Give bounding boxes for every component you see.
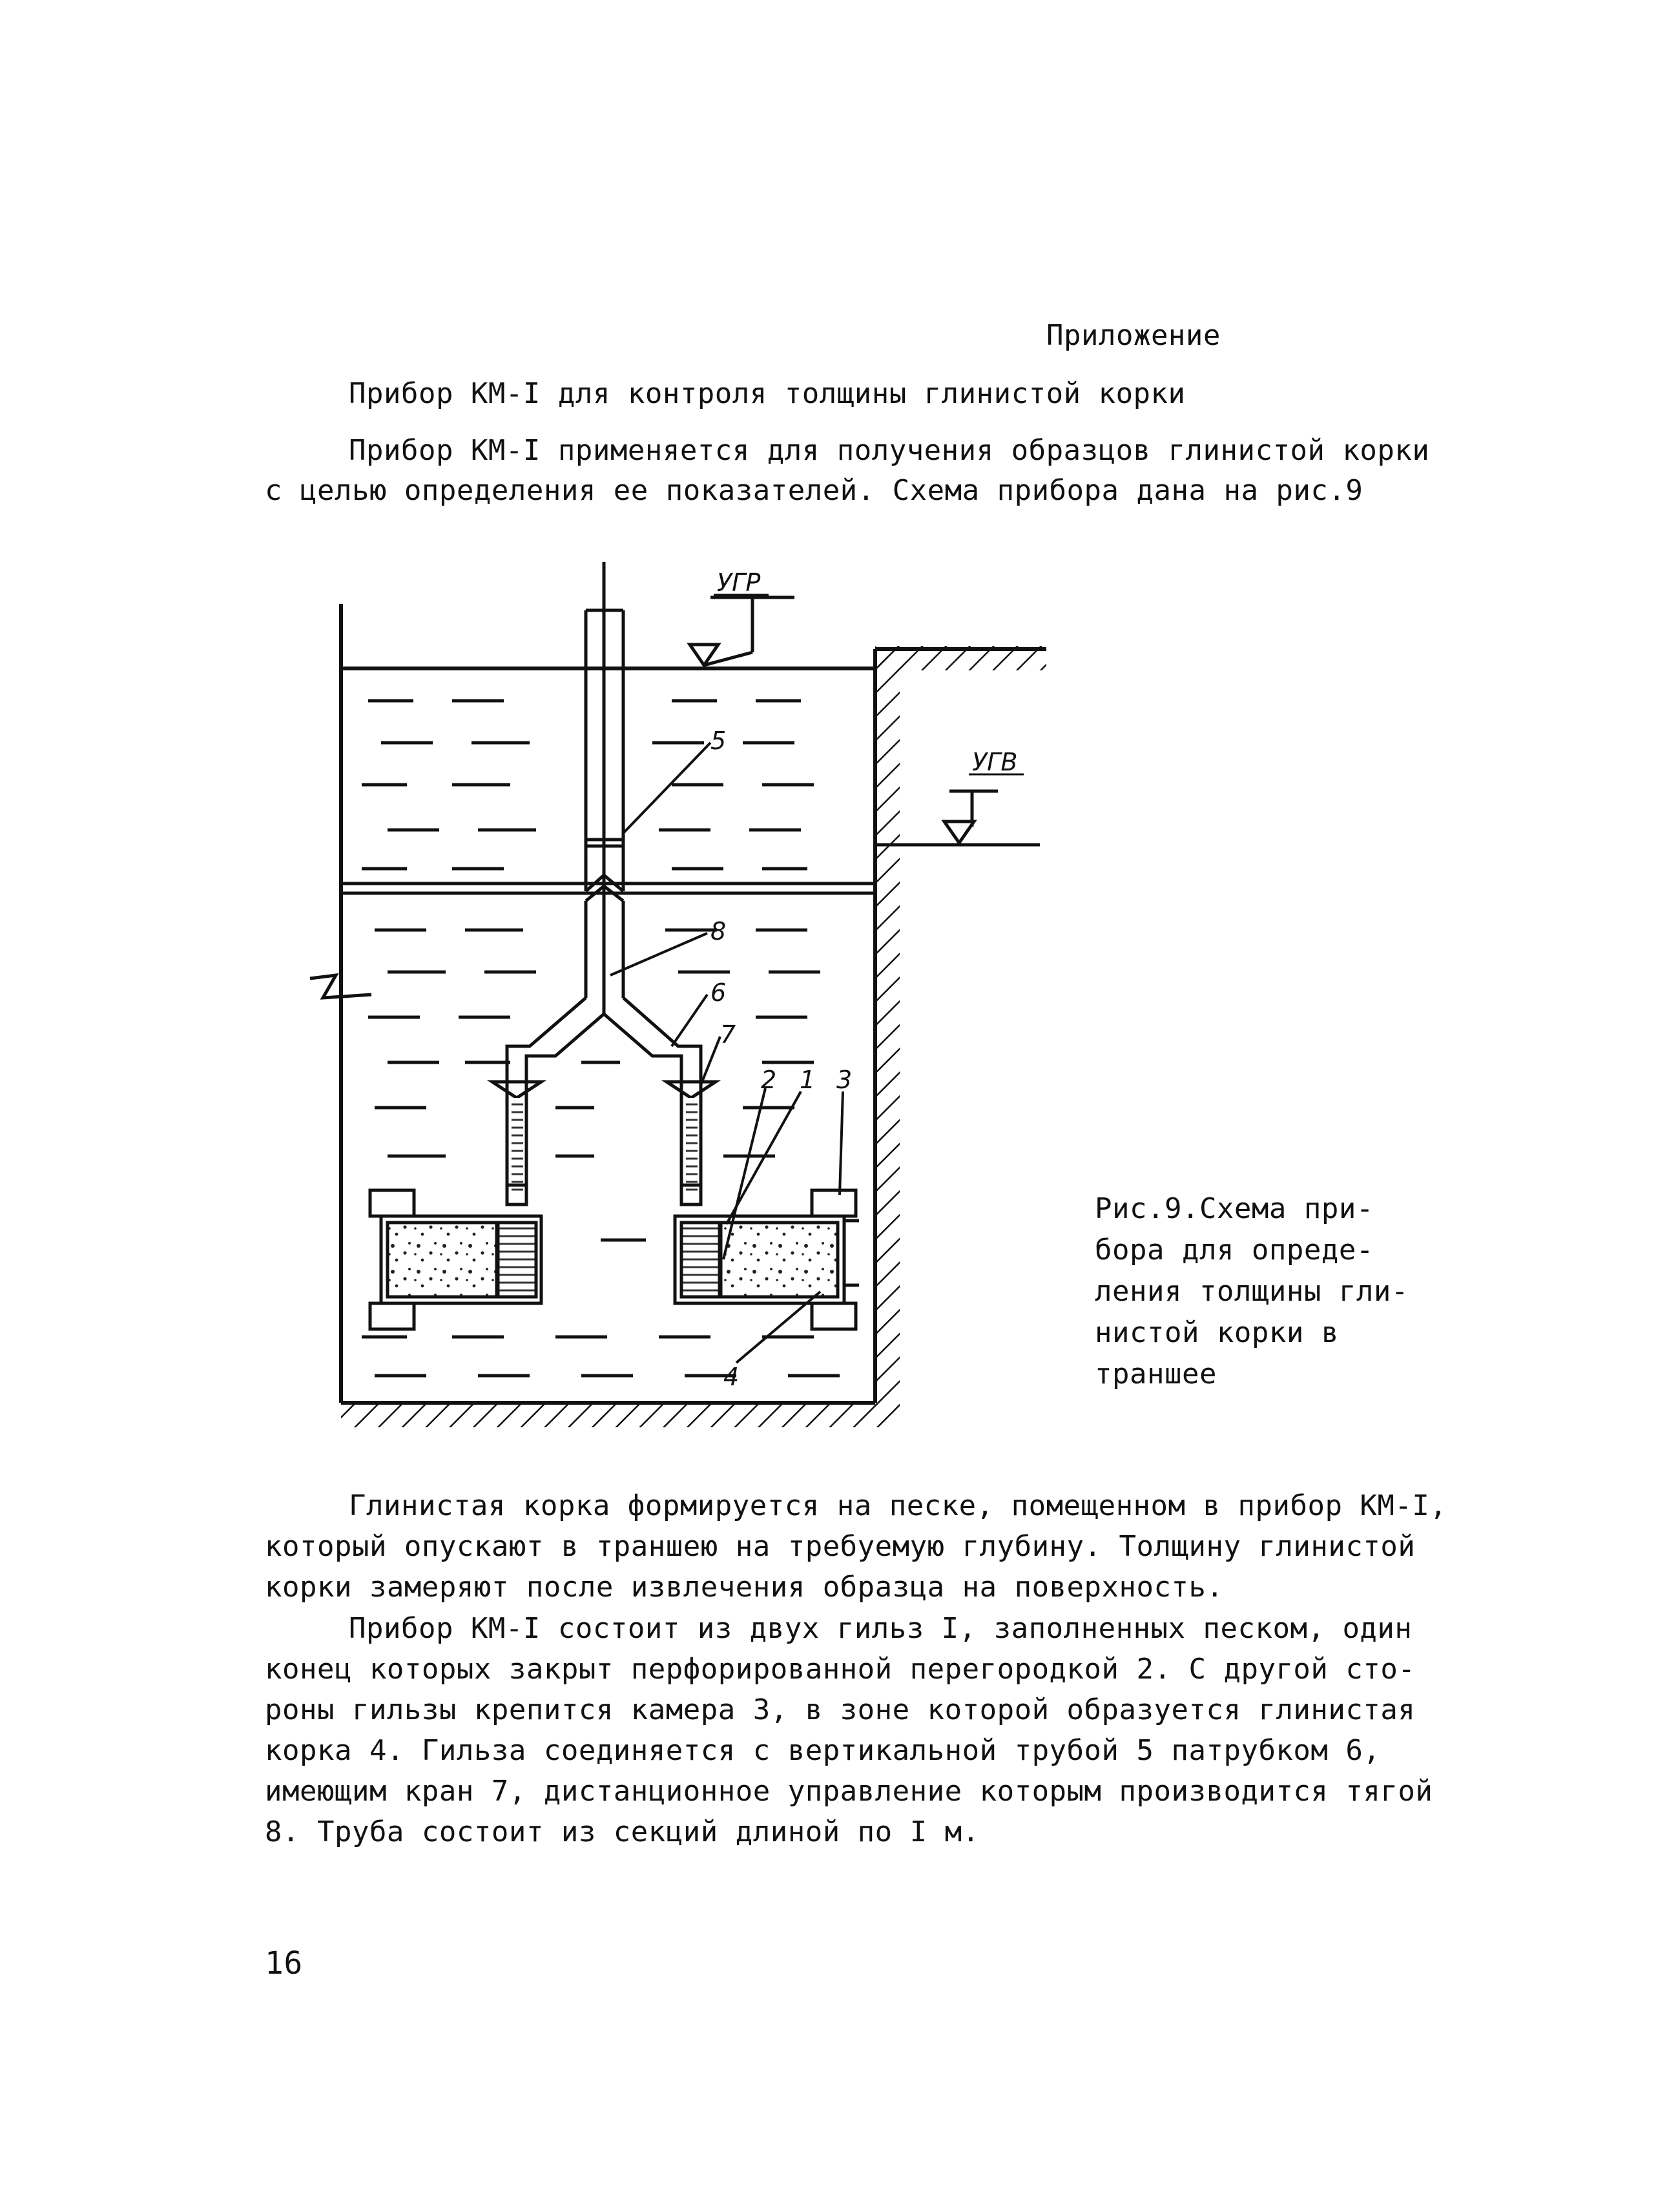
body-paragraph-line: роны гильзы крепится камера 3, в зоне которой образуется глинистая	[265, 1693, 1416, 1726]
body-paragraph-line: который опускают в траншею на требуемую глубину. Толщину глинистой	[265, 1530, 1416, 1563]
part-number-2: 2	[761, 1066, 777, 1094]
body-paragraph-line: корки замеряют после извлечения образца на поверхность.	[265, 1571, 1224, 1604]
caption-line: Рис.9.Схема при-	[1095, 1192, 1374, 1225]
body-paragraph-line: имеющим кран 7, дистанционное управление которым производится тягой	[265, 1775, 1433, 1808]
figure-caption	[1095, 1188, 1409, 1395]
part-number-5: 5	[710, 727, 727, 755]
caption-line: бора для опреде-	[1095, 1234, 1374, 1266]
right-sleeve	[675, 1190, 856, 1329]
page-number: 16	[265, 1945, 303, 1981]
part-number-6: 6	[710, 978, 727, 1007]
part-number-1: 1	[800, 1066, 816, 1094]
part-number-7: 7	[720, 1020, 736, 1049]
left-sleeve	[370, 1190, 541, 1329]
body-paragraph-line: Глинистая корка формируется на песке, помещенном в прибор КМ-I,	[349, 1489, 1447, 1522]
appendix-label: Приложение	[1046, 319, 1221, 352]
body-paragraph-line: 8. Труба состоит из секций длиной по I м.	[265, 1815, 980, 1848]
section-title: Прибор КМ-I для контроля толщины глинистой корки	[349, 377, 1186, 410]
intro-paragraph-line: с целью определения ее показателей. Схема прибора дана на рис.9	[265, 474, 1363, 507]
level-label-top: УГР	[717, 568, 761, 597]
body-paragraph-line: конец которых закрыт перфорированной перегородкой 2. С другой сто-	[265, 1653, 1416, 1686]
body-paragraph-line: корка 4. Гильза соединяется с вертикальной трубой 5 патрубком 6,	[265, 1734, 1381, 1767]
part-number-3: 3	[836, 1066, 853, 1094]
intro-paragraph-line: Прибор КМ-I применяется для получения образцов глинистой корки	[349, 434, 1430, 467]
level-label-groundwater: УГВ	[972, 748, 1018, 776]
body-paragraph-line: Прибор КМ-I состоит из двух гильз I, заполненных песком, один	[349, 1612, 1413, 1645]
caption-line: ления толщины гли-	[1095, 1275, 1409, 1308]
level-markers	[690, 597, 998, 843]
part-number-4: 4	[723, 1363, 740, 1391]
part-number-8: 8	[710, 917, 727, 946]
caption-line: траншее	[1095, 1358, 1217, 1390]
caption-line: нистой корки в	[1095, 1316, 1339, 1349]
